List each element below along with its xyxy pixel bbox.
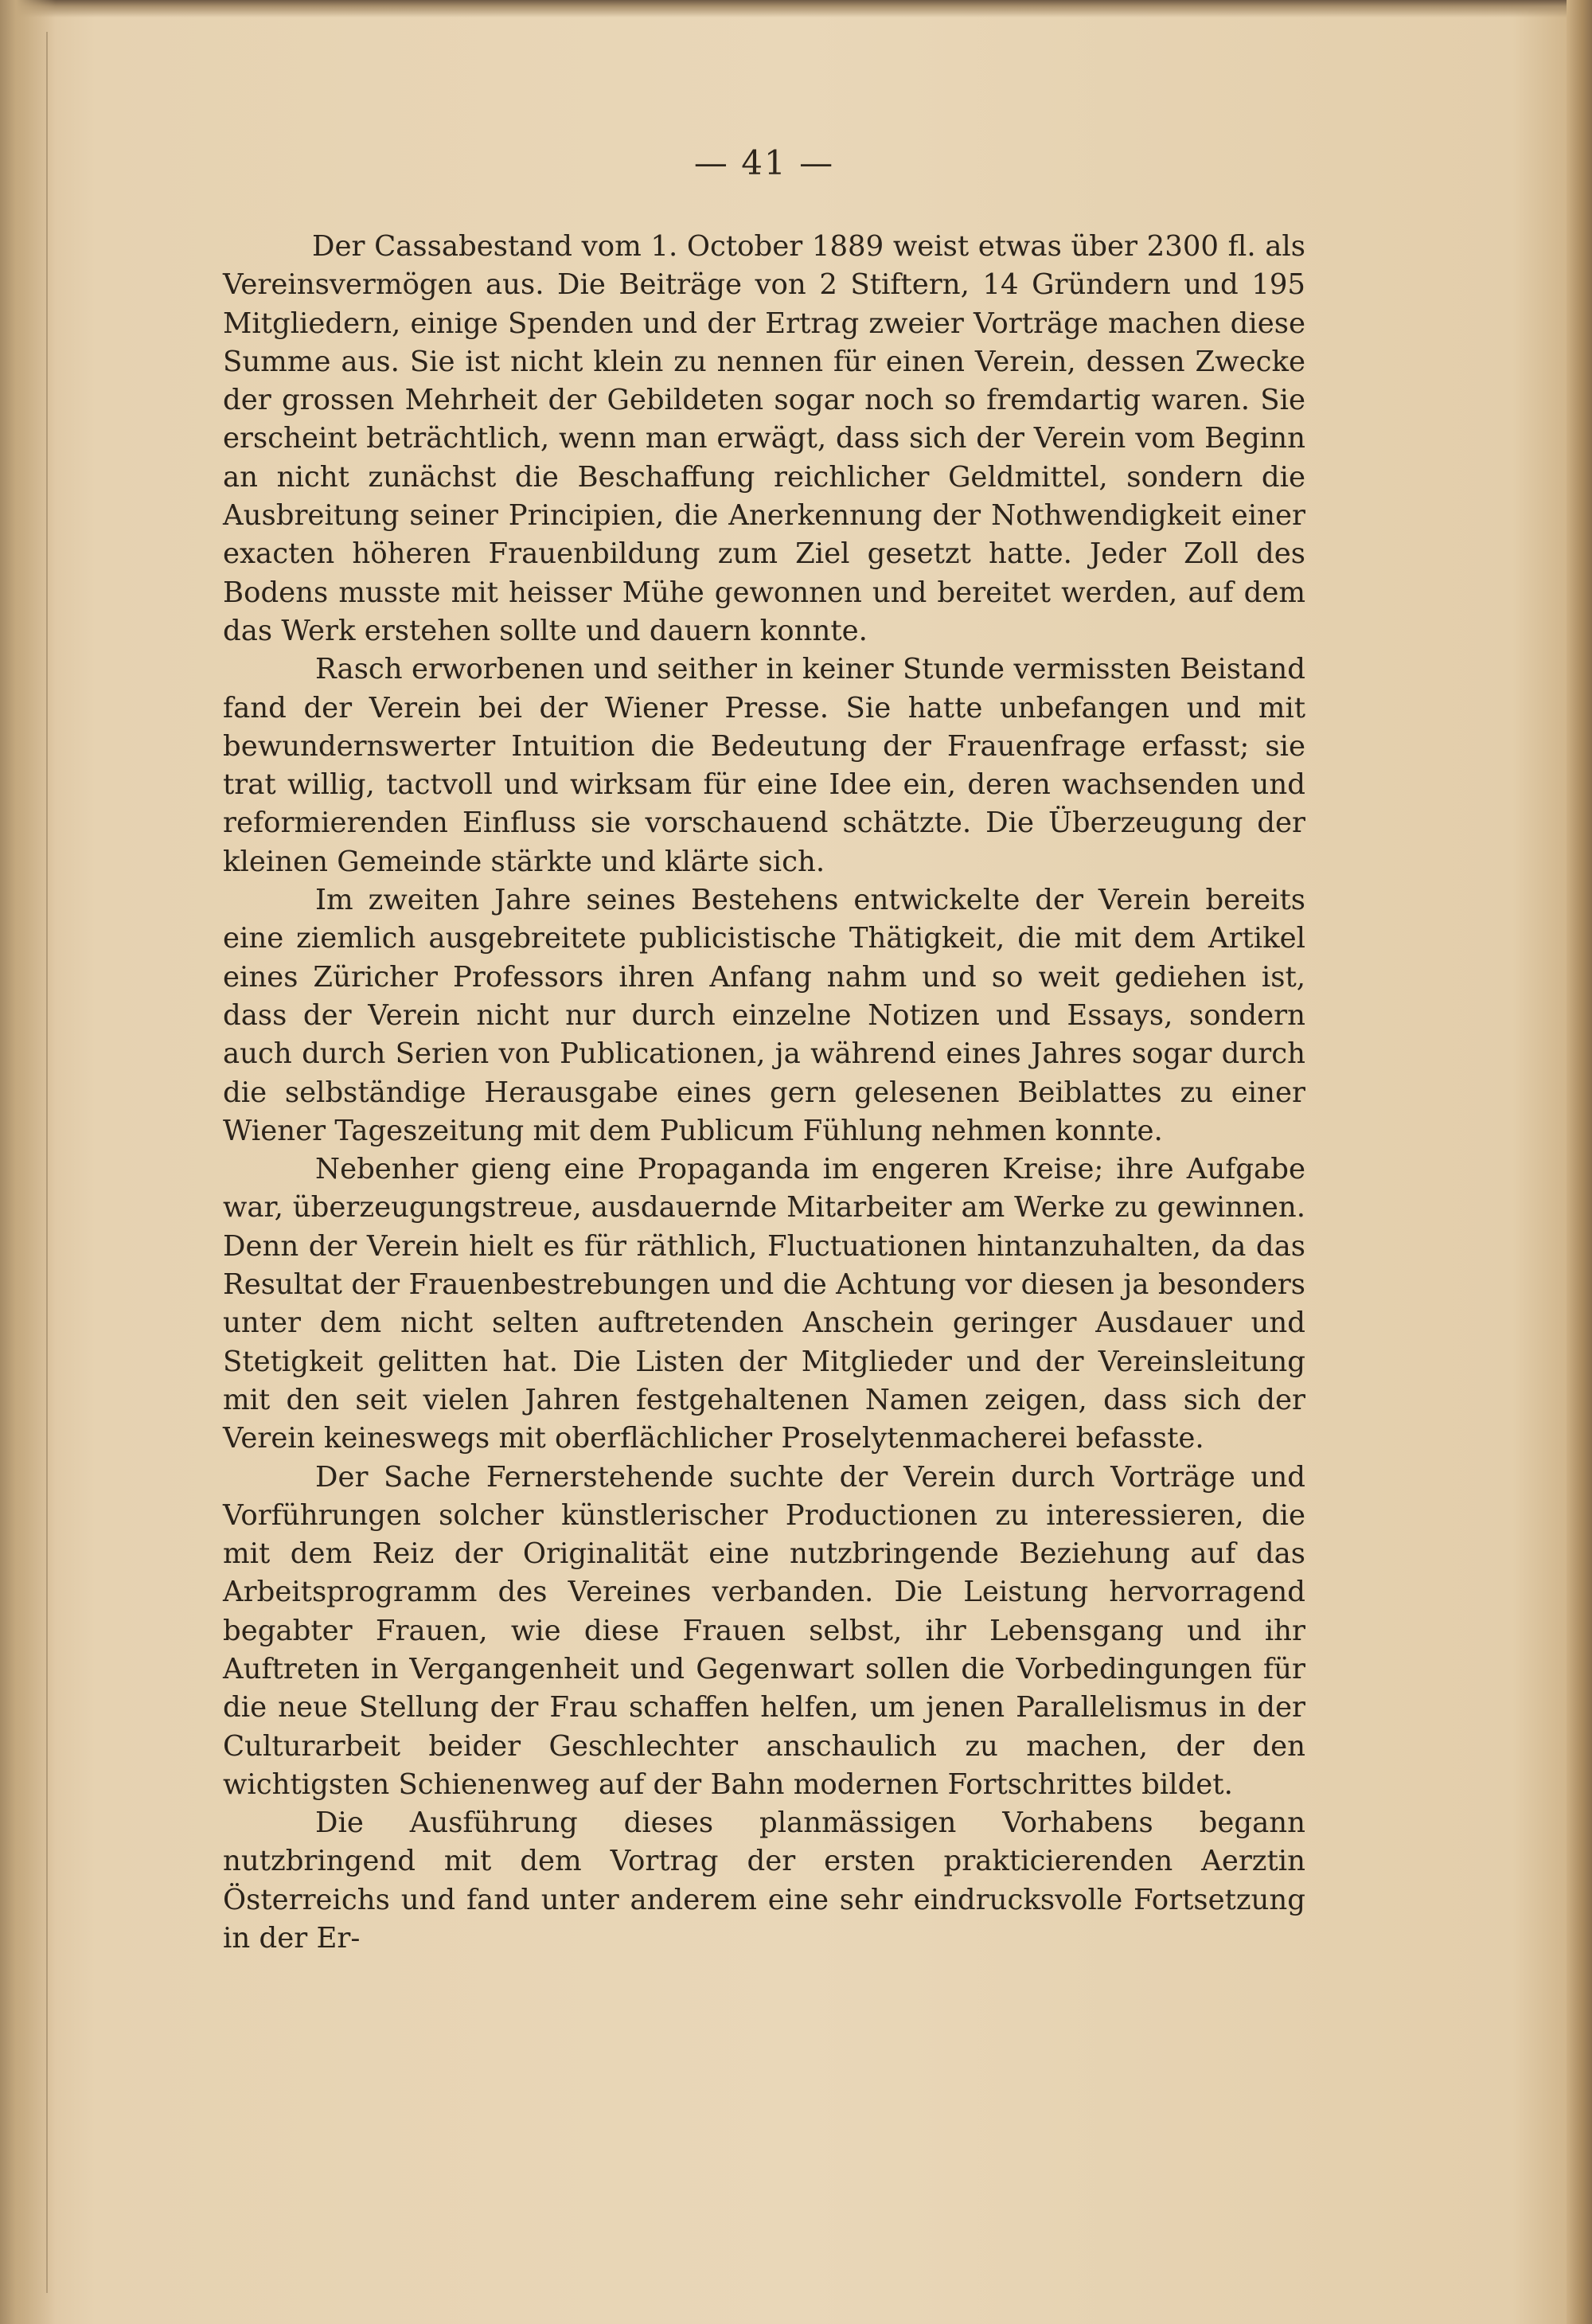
paragraph: Rasch erworbenen und seither in keiner Stunde vermissten Beistand fand der Verein bei der Wiener Presse. Sie hatte unbefangen und mit bewundernswerter Intuition die Bedeutung der Frauenfrage erfasst; sie trat willig, tactvoll und wirksam für eine Idee ein, deren wachsenden und reformierenden Einfluss sie vorschauend schätzte. Die Überzeugung der kleinen Gemeinde stärkte und klärte sich. (223, 653, 1305, 878)
page-top-edge (0, 0, 1592, 18)
paragraph: Die Ausführung dieses planmässigen Vorhabens begann nutzbringend mit dem Vortrag der ersten prakticierenden Aerztin Österreichs und fand unter anderem eine sehr eindrucksvolle Fortsetzung in der Er- (223, 1806, 1305, 1955)
paragraph: Nebenher gieng eine Propaganda im engeren Kreise; ihre Aufgabe war, überzeugungstreue, ausdauernde Mitarbeiter am Werke zu gewinnen. Denn der Verein hielt es für räthlich, Fluctuationen hintanzuhalten, da das Resultat der Frauenbestrebungen und die Achtung vor diesen ja besonders unter dem nicht selten auftretenden Anschein geringer Ausdauer und Stetigkeit gelitten hat. Die Listen der Mitglieder und der Vereinsleitung mit den seit vielen Jahren festgehaltenen Namen zeigen, dass sich der Verein keineswegs mit oberflächlicher Proselytenmacherei befasste. (223, 1153, 1305, 1455)
paragraph: Im zweiten Jahre seines Bestehens entwickelte der Verein bereits eine ziemlich ausgebreitete publicistische Thätigkeit, die mit dem Artikel eines Züricher Professors ihren Anfang nahm und so weit gediehen ist, dass der Verein nicht nur durch einzelne Notizen und Essays, sondern auch durch Serien von Publicationen, ja während eines Jahres sogar durch die selbständige Herausgabe eines gern gelesenen Beiblattes zu einer Wiener Tageszeitung mit dem Publicum Fühlung nehmen konnte. (223, 884, 1305, 1147)
page-right-edge (1567, 0, 1592, 2324)
paragraph: Der Sache Fernerstehende suchte der Verein durch Vorträge und Vorführungen solcher künstlerischer Productionen zu interessieren, die mit dem Reiz der Originalität eine nutzbringende Beziehung auf das Arbeitsprogramm des Vereines verbanden. Die Leistung hervorragend begabter Frauen, wie diese Frauen selbst, ihr Lebensgang und ihr Auftreten in Vergangenheit und Gegenwart sollen die Vorbedingungen für die neue Stellung der Frau schaffen helfen, um jenen Parallelismus in der Culturarbeit beider Geschlechter anschaulich zu machen, der den wichtigsten Schienenweg auf der Bahn modernen Fortschrittes bildet. (223, 1460, 1305, 1801)
body-text (223, 228, 1305, 1958)
paragraph: Der Cassabestand vom 1. October 1889 weist etwas über 2300 fl. als Vereinsvermögen aus. Die Beiträge von 2 Stiftern, 14 Gründern und 195 Mitgliedern, einige Spenden und der Ertrag zweier Vorträge machen diese Summe aus. Sie ist nicht klein zu nennen für einen Verein, dessen Zwecke der grossen Mehrheit der Gebildeten sogar noch so fremdartig waren. Sie erscheint beträchtlich, wenn man erwägt, dass sich der Verein vom Beginn an nicht zunächst die Beschaffung reichlicher Geldmittel, sondern die Ausbreitung seiner Principien, die Anerkennung der Nothwendigkeit einer exacten höheren Frauenbildung zum Ziel gesetzt hatte. Jeder Zoll des Bodens musste mit heisser Mühe gewonnen und bereitet werden, auf dem das Werk erstehen sollte und dauern konnte. (223, 230, 1305, 647)
page-number: — 41 — (693, 143, 835, 182)
binding-line (46, 32, 48, 2293)
